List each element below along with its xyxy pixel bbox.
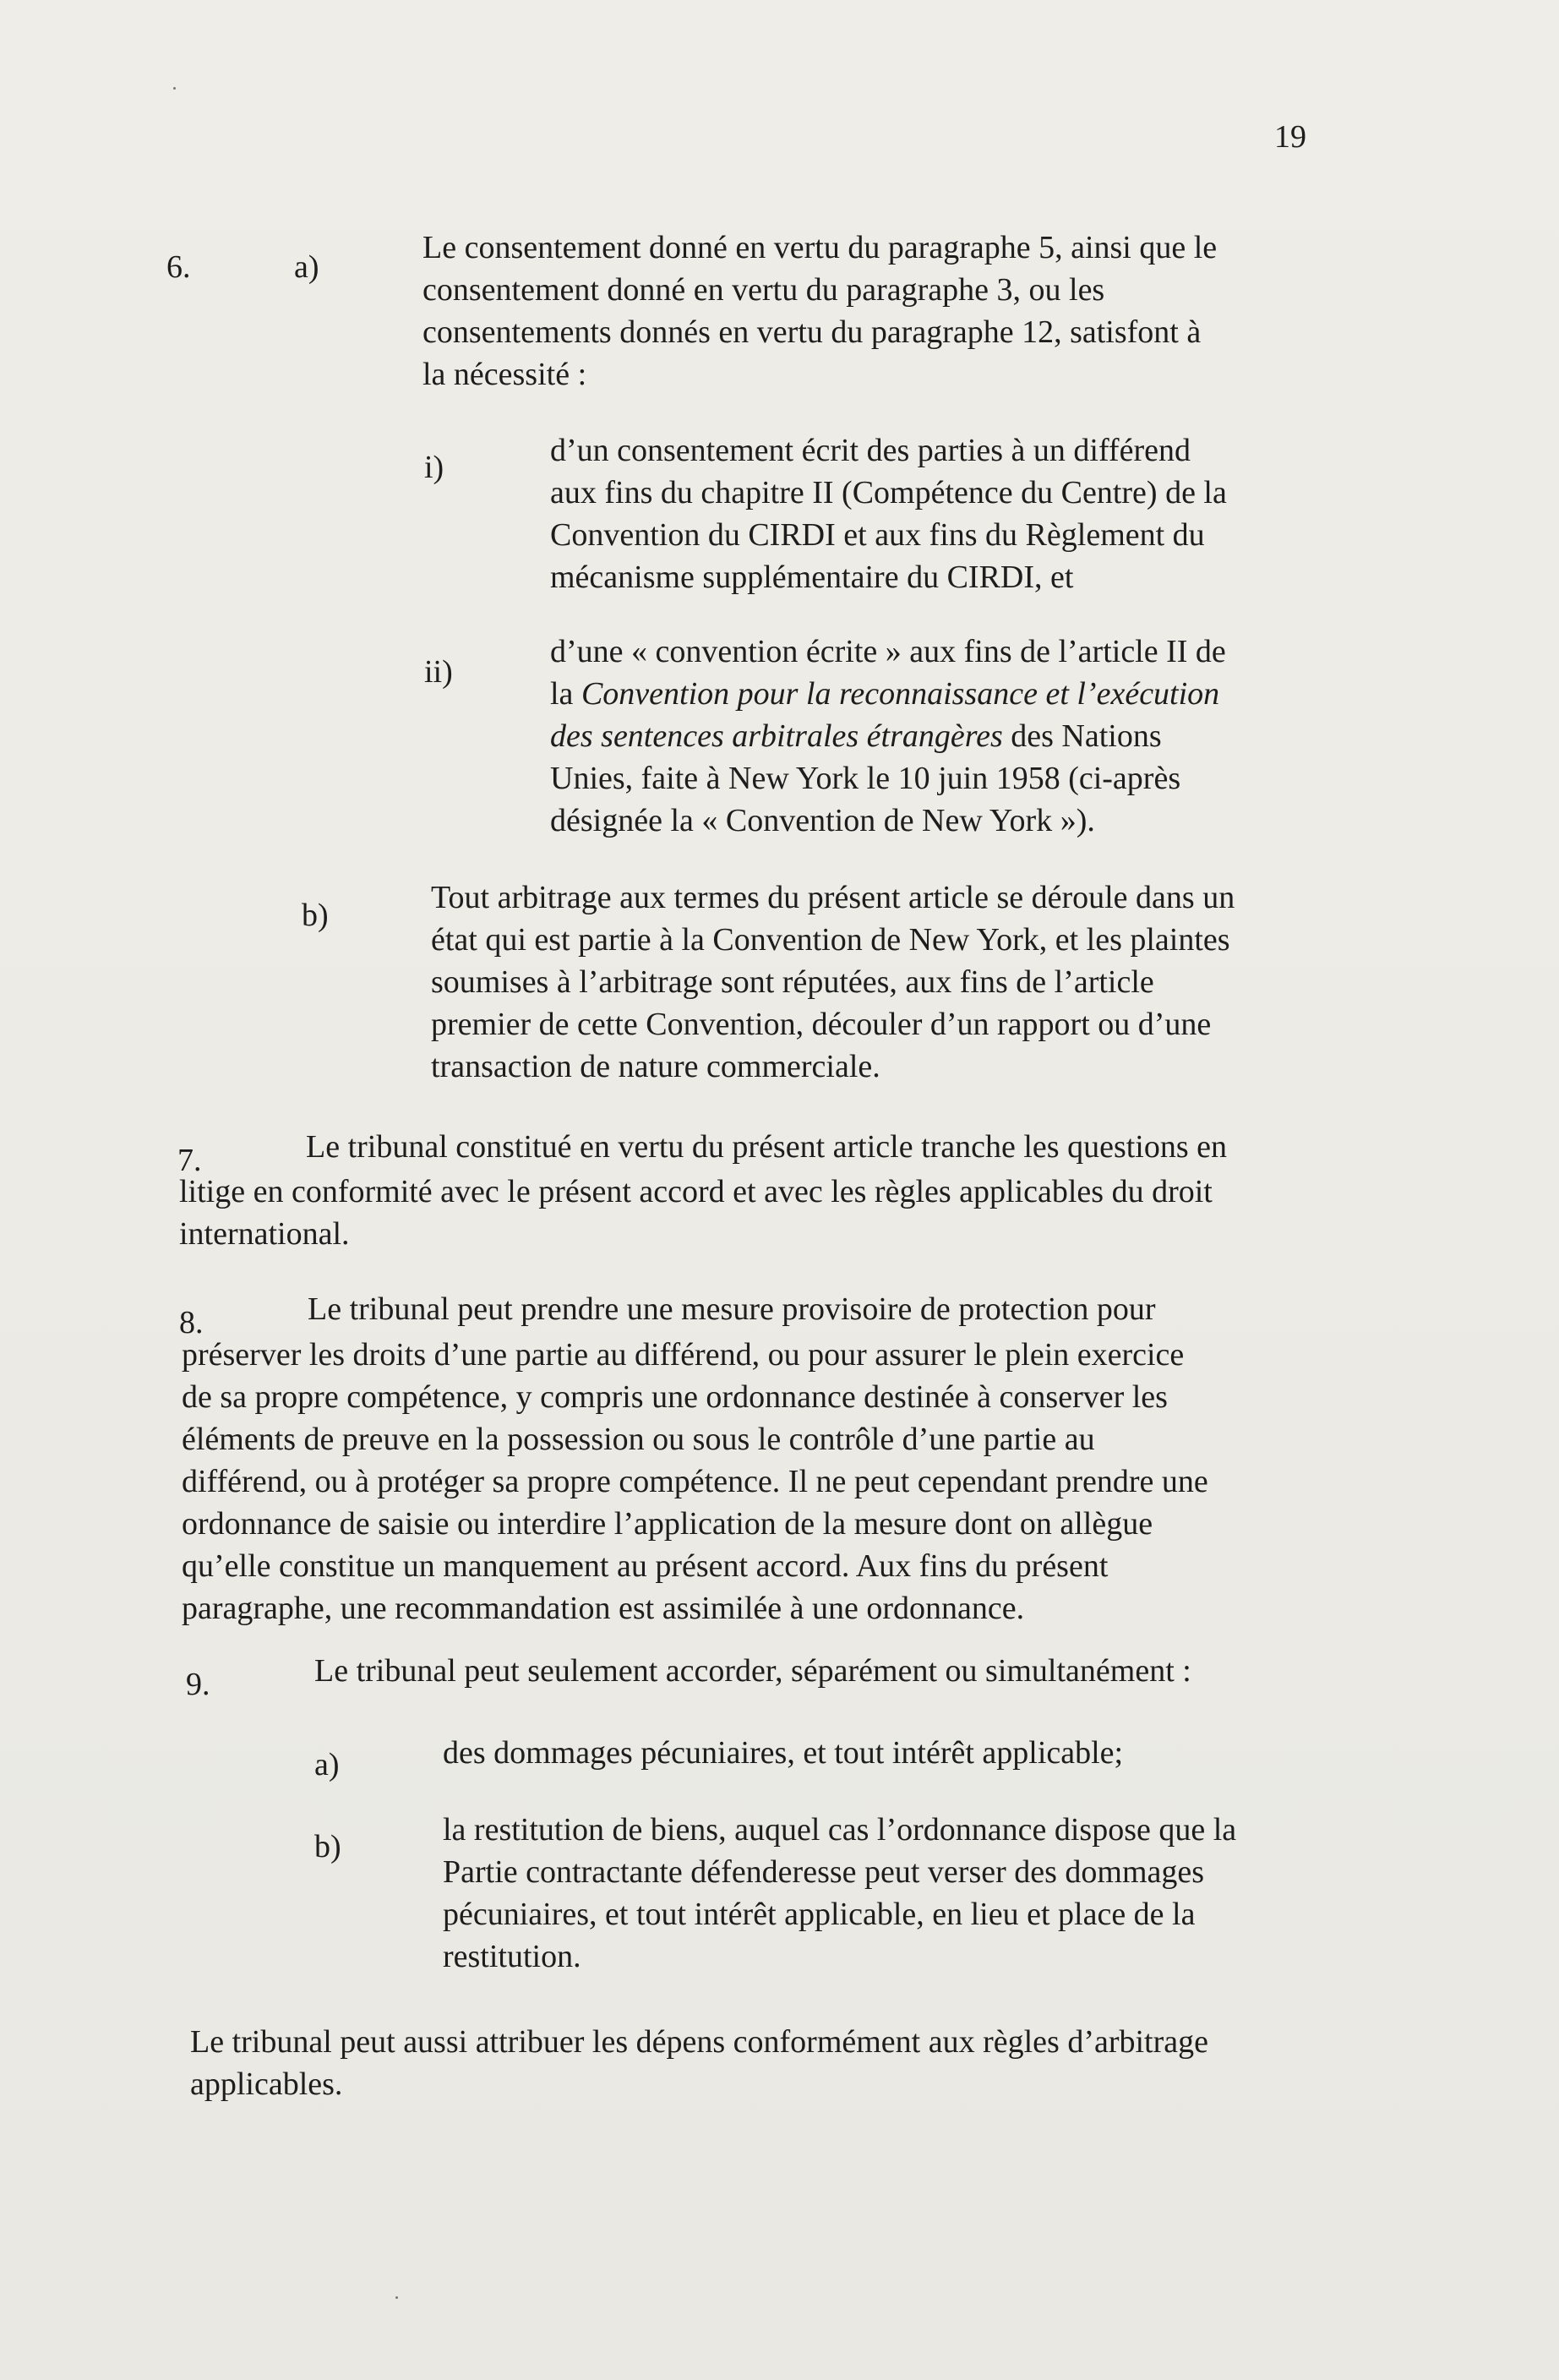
text-line: la nécessité : bbox=[422, 357, 587, 392]
text-line: la restitution de biens, auquel cas l’ordonnance dispose que la bbox=[443, 1812, 1237, 1848]
section-8-text bbox=[182, 1334, 1208, 1629]
section-7-first-line: Le tribunal constitué en vertu du présent article tranche les questions en bbox=[306, 1129, 1228, 1165]
section-9b-text bbox=[443, 1809, 1236, 1978]
section-8-first-line: Le tribunal peut prendre une mesure provisoire de protection pour bbox=[308, 1291, 1156, 1327]
text-line: Partie contractante défenderesse peut verser des dommages bbox=[443, 1854, 1205, 1890]
text-line: Le consentement donné en vertu du paragraphe 5, ainsi que le bbox=[422, 230, 1218, 265]
speck bbox=[395, 2296, 398, 2299]
section-6b-label: b) bbox=[302, 898, 329, 933]
section-6b-text bbox=[431, 876, 1235, 1088]
text-line: Le tribunal peut aussi attribuer les dépens conformément aux règles d’arbitrage bbox=[190, 2024, 1208, 2060]
text-line: ordonnance de saisie ou interdire l’application de la mesure dont on allègue bbox=[182, 1506, 1153, 1542]
text-line: international. bbox=[179, 1216, 350, 1252]
text-line: premier de cette Convention, découler d’un rapport ou d’une bbox=[431, 1007, 1212, 1042]
section-6a-label: a) bbox=[294, 249, 319, 285]
text-run: des Nations bbox=[1002, 718, 1162, 754]
section-8-number: 8. bbox=[179, 1305, 204, 1340]
text-line: applicables. bbox=[190, 2066, 343, 2102]
text-run: la bbox=[550, 676, 581, 712]
text-line: paragraphe, une recommandation est assimilée à une ordonnance. bbox=[182, 1591, 1025, 1626]
treaty-title: Convention pour la reconnaissance et l’exécution bbox=[581, 676, 1220, 712]
section-6a-ii-label: ii) bbox=[424, 654, 453, 690]
section-6a-i-text bbox=[550, 429, 1227, 598]
text-line bbox=[550, 715, 1226, 757]
text-line: aux fins du chapitre II (Compétence du Centre) de la bbox=[550, 475, 1227, 510]
text-line: litige en conformité avec le présent accord et avec les règles applicables du droit bbox=[179, 1174, 1213, 1209]
text-line: Tout arbitrage aux termes du présent article se déroule dans un bbox=[431, 880, 1235, 915]
text-line bbox=[550, 673, 1226, 715]
text-line: soumises à l’arbitrage sont réputées, aux fins de l’article bbox=[431, 964, 1154, 1000]
closing-paragraph bbox=[190, 2021, 1208, 2105]
text-line: consentements donnés en vertu du paragraphe 12, satisfont à bbox=[422, 314, 1202, 350]
text-line: transaction de nature commerciale. bbox=[431, 1049, 880, 1084]
section-6a-i-label: i) bbox=[424, 450, 444, 485]
section-9-first-line: Le tribunal peut seulement accorder, séparément ou simultanément : bbox=[314, 1653, 1191, 1689]
section-9b-label: b) bbox=[314, 1829, 341, 1864]
text-line: mécanisme supplémentaire du CIRDI, et bbox=[550, 560, 1074, 595]
section-6a-text bbox=[422, 227, 1217, 396]
text-line: désignée la « Convention de New York »). bbox=[550, 803, 1095, 838]
page-number: 19 bbox=[1274, 119, 1306, 155]
text-line: état qui est partie à la Convention de New York, et les plaintes bbox=[431, 922, 1230, 958]
text-line: différend, ou à protéger sa propre compétence. Il ne peut cependant prendre une bbox=[182, 1464, 1208, 1499]
text-line: qu’elle constitue un manquement au présent accord. Aux fins du présent bbox=[182, 1548, 1109, 1584]
text-line: éléments de preuve en la possession ou sous le contrôle d’une partie au bbox=[182, 1422, 1095, 1457]
text-line: Unies, faite à New York le 10 juin 1958 (ci-après bbox=[550, 761, 1181, 796]
section-7-number: 7. bbox=[177, 1143, 202, 1178]
text-line: pécuniaires, et tout intérêt applicable, en lieu et place de la bbox=[443, 1897, 1196, 1932]
section-9a-text bbox=[443, 1732, 1123, 1774]
speck bbox=[173, 87, 176, 90]
section-9a-label: a) bbox=[314, 1747, 340, 1782]
text-line: préserver les droits d’une partie au différend, ou pour assurer le plein exercice bbox=[182, 1337, 1185, 1373]
section-6-number: 6. bbox=[166, 249, 191, 285]
text-line: d’une « convention écrite » aux fins de l’article II de bbox=[550, 634, 1226, 669]
text-line: consentement donné en vertu du paragraphe 3, ou les bbox=[422, 272, 1105, 308]
text-line: d’un consentement écrit des parties à un différend bbox=[550, 433, 1191, 468]
text-line: de sa propre compétence, y compris une ordonnance destinée à conserver les bbox=[182, 1379, 1168, 1415]
text-line: des dommages pécuniaires, et tout intérêt applicable; bbox=[443, 1735, 1124, 1771]
treaty-title: des sentences arbitrales étrangères bbox=[550, 718, 1003, 754]
text-line: restitution. bbox=[443, 1939, 581, 1974]
text-line: Convention du CIRDI et aux fins du Règlement du bbox=[550, 517, 1205, 553]
section-6a-ii-text bbox=[550, 630, 1226, 842]
section-9-number: 9. bbox=[186, 1667, 210, 1702]
section-7-text bbox=[179, 1171, 1213, 1255]
